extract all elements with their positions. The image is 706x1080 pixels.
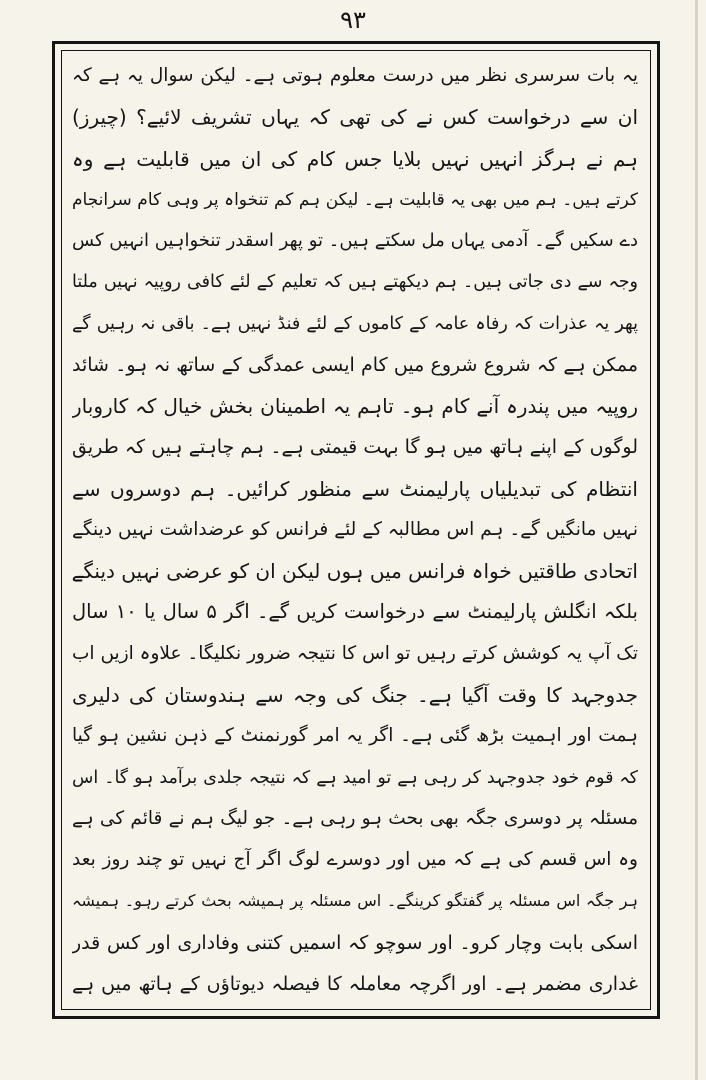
page-text (72, 58, 638, 1002)
text-line: انتظام کی تبدیلیاں پارلیمنٹ سے منظور کرائیں۔ ہم دوسروں سے (72, 476, 638, 501)
page-edge (695, 0, 698, 1080)
text-line: مسئلہ پر دوسری جگہ بھی بحث ہو رہی ہے۔ جو لیگ ہم نے قائم کی ہے (72, 807, 638, 829)
text-line: کہ قوم خود جدوجہد کر رہی ہے تو امید ہے کہ نتیجہ جلدی برآمد ہو گا۔ اس (72, 767, 638, 788)
text-line: وجہ سے دی جاتی ہیں۔ ہم دیکھتے ہیں کہ تعلیم کے لئے کافی روپیہ نہیں ملتا (72, 272, 638, 293)
text-line: غداری مضمر ہے۔ اور اگرچہ معاملہ کا فیصلہ دیوتاؤں کے ہاتھ میں ہے (72, 972, 638, 995)
text-line: اسکی بابت وچار کرو۔ اور سوچو کہ اسمیں کتنی وفاداری اور کس قدر (72, 931, 638, 954)
page-number: ۹۳ (340, 6, 366, 34)
text-line: روپیہ میں پندرہ آنے کام ہو۔ تاہم یہ اطمینان بخش خیال کہ کاروبار (72, 394, 638, 419)
text-line: ہمت اور اہمیت بڑھ گئی ہے۔ اگر یہ امر گورنمنٹ کے ذہن نشین ہو گیا (72, 725, 638, 747)
text-line: نہیں مانگیں گے۔ ہم اس مطالبہ کے لئے فرانس کو عرضداشت نہیں دینگے (72, 518, 638, 540)
text-line: ہم نے ہرگز انہیں نہیں بلایا جس کام کی ان میں قابلیت ہے وہ (72, 146, 638, 171)
text-line: یہ بات سرسری نظر میں درست معلوم ہوتی ہے۔ لیکن سوال یہ ہے کہ (72, 65, 638, 86)
text-line: کرتے ہیں۔ ہم میں بھی یہ قابلیت ہے۔ لیکن ہم کم تنخواہ پر وہی کام سرانجام (72, 189, 638, 210)
text-line: بلکہ انگلش پارلیمنٹ سے درخواست کریں گے۔ اگر ۵ سال یا ۱۰ سال (72, 600, 638, 624)
text-line: پھر یہ عذرات کہ رفاہ عامہ کے کاموں کے لئے فنڈ نہیں ہے۔ باقی نہ رہیں گے (72, 313, 638, 334)
text-line: جدوجہد کا وقت آگیا ہے۔ جنگ کی وجہ سے ہندوستان کی دلیری (72, 682, 638, 707)
text-line: ان سے درخواست کس نے کی تھی کہ یہاں تشریف لائیے؟ (چیرز) (72, 105, 638, 130)
text-line: تک آپ یہ کوشش کرتے رہیں تو اس کا نتیجہ ضرور نکلیگا۔ علاوہ ازیں اب (72, 642, 638, 664)
text-line: وہ اس قسم کی ہے کہ میں اور دوسرے لوگ اگر آج نہیں تو چند روز بعد (72, 849, 638, 871)
text-line: اتحادی طاقتیں خواہ فرانس میں ہوں لیکن ان کو عرضی نہیں دینگے (72, 559, 638, 584)
text-line: ممکن ہے کہ شروع شروع میں کام ایسی عمدگی کے ساتھ نہ ہو۔ شائد (72, 353, 638, 376)
text-line: لوگوں کے اپنے ہاتھ میں ہو گا بہت قیمتی ہے۔ ہم چاہتے ہیں کہ طریق (72, 436, 638, 459)
text-line: دے سکیں گے۔ آدمی یہاں مل سکتے ہیں۔ تو پھر اسقدر تنخواہیں انہیں کس (72, 230, 638, 252)
text-line: ہر جگہ اس مسئلہ پر گفتگو کرینگے۔ اس مسئلہ پر ہمیشہ بحث کرتے رہو۔ ہمیشہ (72, 891, 638, 911)
